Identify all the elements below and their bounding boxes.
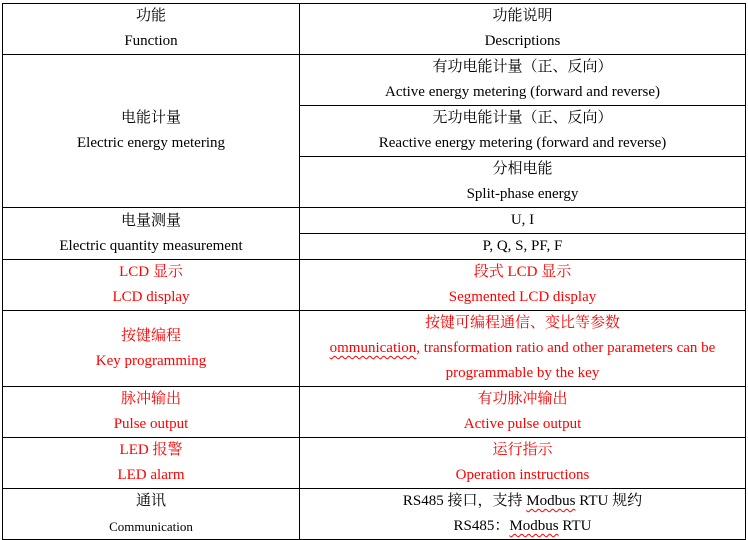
comm-desc1-post: RTU 规约 xyxy=(575,493,643,509)
lcd-desc-en: Segmented LCD display xyxy=(448,289,597,305)
key-desc-en-line1 xyxy=(302,336,743,361)
reactive-metering-cell xyxy=(300,106,746,157)
function-header-zh: 功能 xyxy=(135,8,166,24)
key-desc-en-line2: programmable by the key xyxy=(445,365,600,381)
description-header-zh: 功能说明 xyxy=(492,8,553,24)
comm-desc2-pre: RS485： xyxy=(453,518,510,534)
table-row xyxy=(3,311,746,387)
key-desc-cell xyxy=(300,311,746,387)
led-desc-en: Operation instructions xyxy=(455,467,590,483)
comm-desc1-pre: RS485 接口，支持 xyxy=(402,493,527,509)
pulse-function-cell xyxy=(3,387,300,438)
quantity-function-cell xyxy=(3,208,300,260)
comm-desc2-word: Modbus xyxy=(509,518,559,534)
quantity-desc1-cell xyxy=(300,208,746,234)
comm-zh: 通讯 xyxy=(135,493,166,509)
pulse-en: Pulse output xyxy=(113,416,189,432)
split-phase-cell xyxy=(300,157,746,208)
comm-desc2 xyxy=(302,514,743,539)
comm-desc2-post: RTU xyxy=(558,518,592,534)
reactive-metering-en: Reactive energy metering (forward and reverse) xyxy=(378,135,667,151)
split-phase-en: Split-phase energy xyxy=(466,186,579,202)
key-function-cell xyxy=(3,311,300,387)
table-row xyxy=(3,55,746,106)
table-row xyxy=(3,489,746,540)
active-metering-en: Active energy metering (forward and reverse) xyxy=(384,84,660,100)
pulse-zh: 脉冲输出 xyxy=(120,391,181,407)
key-zh: 按键编程 xyxy=(120,327,181,344)
description-header-cell xyxy=(300,4,746,55)
quantity-desc2-cell xyxy=(300,234,746,260)
active-metering-zh: 有功电能计量（正、反向） xyxy=(432,59,613,75)
header-row xyxy=(3,4,746,55)
active-metering-cell xyxy=(300,55,746,106)
led-zh: LED 报警 xyxy=(119,442,183,458)
description-header-en: Descriptions xyxy=(484,33,561,49)
pulse-desc-zh: 有功脉冲输出 xyxy=(477,391,568,407)
pulse-desc-en: Active pulse output xyxy=(463,416,582,432)
lcd-desc-cell xyxy=(300,260,746,311)
lcd-en: LCD display xyxy=(112,289,190,305)
energy-metering-function-cell xyxy=(3,55,300,208)
lcd-desc-zh: 段式 LCD 显示 xyxy=(473,264,572,280)
led-desc-cell xyxy=(300,438,746,489)
reactive-metering-zh: 无功电能计量（正、反向） xyxy=(432,110,613,126)
key-desc-en-word: ommunication xyxy=(329,340,417,356)
pulse-desc-cell xyxy=(300,387,746,438)
function-header-en: Function xyxy=(124,33,178,49)
energy-metering-en: Electric energy metering xyxy=(77,135,225,151)
lcd-function-cell xyxy=(3,260,300,311)
comm-function-cell xyxy=(3,489,300,540)
quantity-zh: 电量测量 xyxy=(120,212,181,229)
comm-en: Communication xyxy=(109,519,193,534)
table-row xyxy=(3,208,746,234)
function-header-cell xyxy=(3,4,300,55)
key-en: Key programming xyxy=(95,352,207,369)
led-function-cell xyxy=(3,438,300,489)
energy-metering-zh: 电能计量 xyxy=(120,110,181,126)
key-desc-zh: 按键可编程通信、变比等参数 xyxy=(424,315,620,331)
comm-desc1 xyxy=(302,489,743,514)
comm-desc-cell xyxy=(300,489,746,540)
led-en: LED alarm xyxy=(117,467,185,483)
lcd-zh: LCD 显示 xyxy=(119,264,183,280)
key-desc-en-rest: , transformation ratio and other parameters can be xyxy=(416,340,716,356)
function-table xyxy=(2,3,746,540)
quantity-desc2: P, Q, S, PF, F xyxy=(482,238,563,254)
led-desc-zh: 运行指示 xyxy=(492,442,553,458)
split-phase-zh: 分相电能 xyxy=(492,161,553,177)
comm-desc1-word: Modbus xyxy=(526,493,576,509)
quantity-desc1: U, I xyxy=(510,212,535,228)
table-row xyxy=(3,387,746,438)
quantity-en: Electric quantity measurement xyxy=(59,237,243,254)
table-row xyxy=(3,260,746,311)
table-row xyxy=(3,438,746,489)
